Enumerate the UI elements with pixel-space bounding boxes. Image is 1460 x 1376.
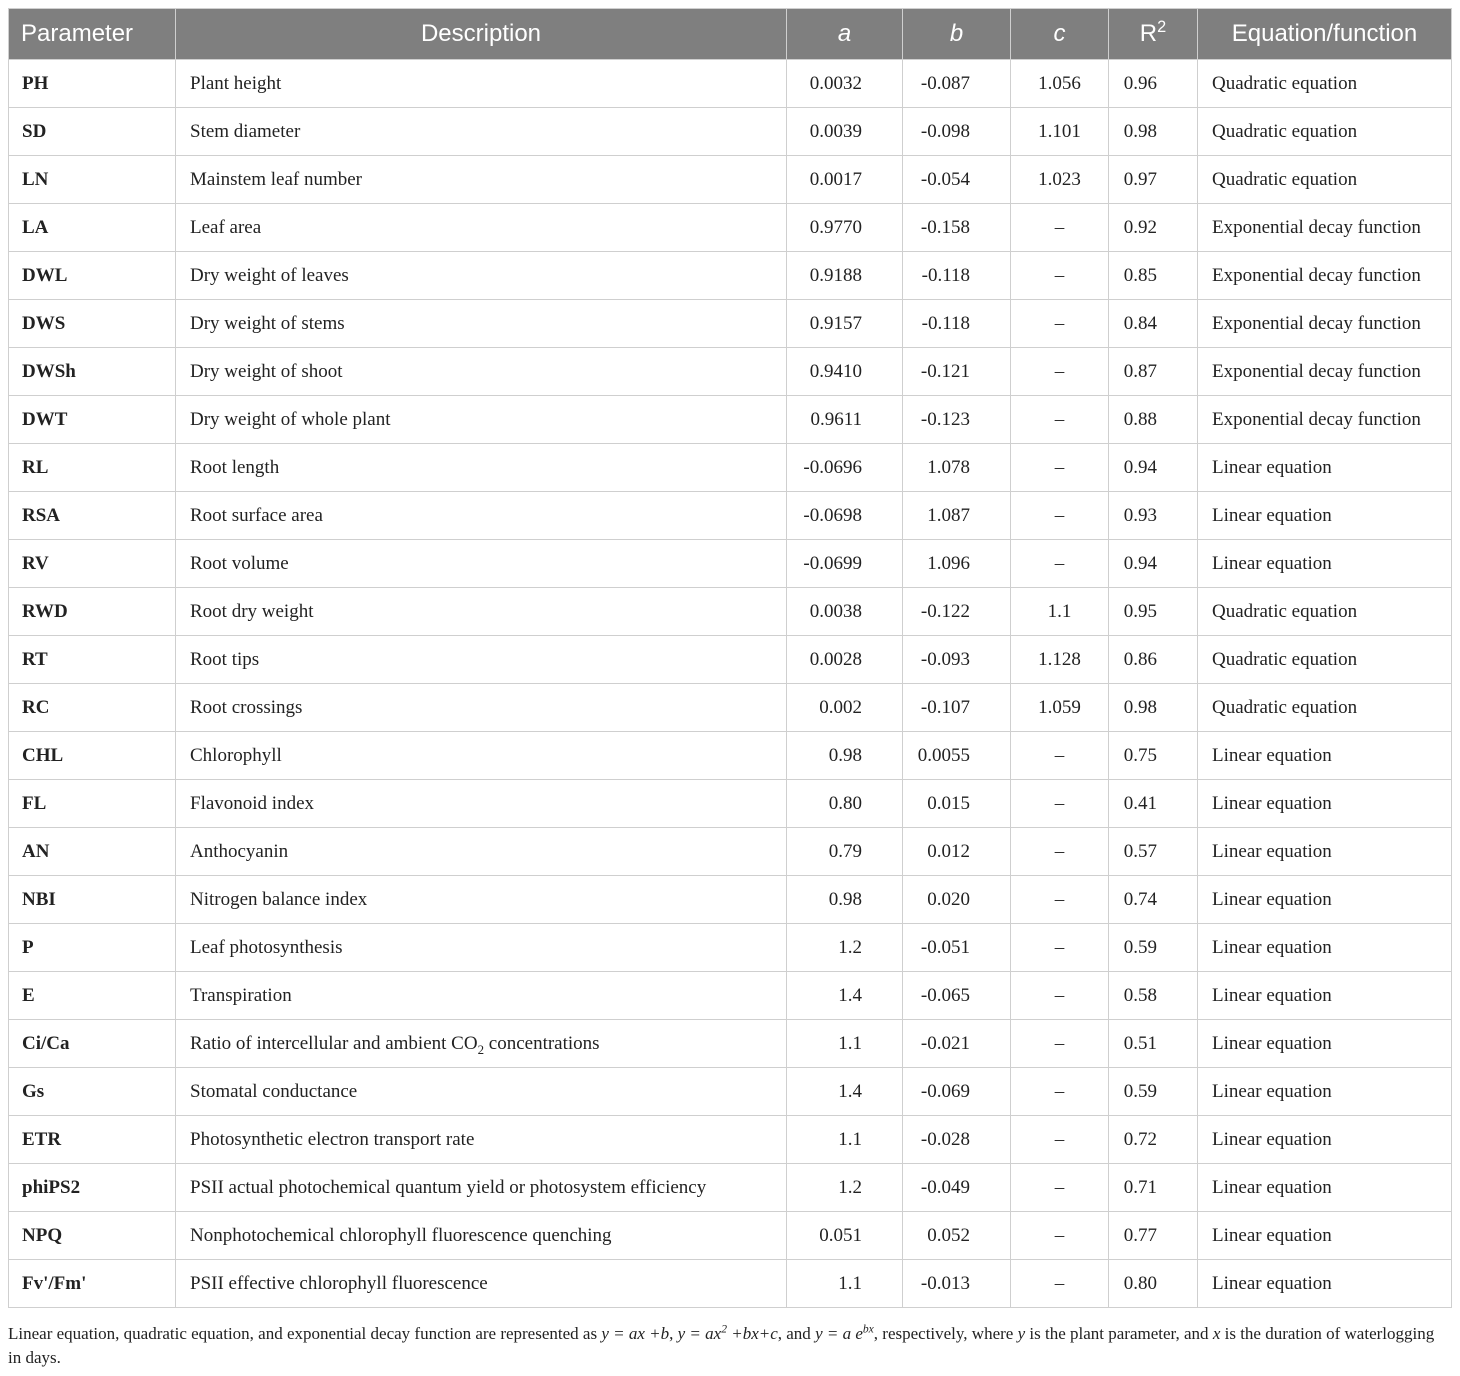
cell-description: Nonphotochemical chlorophyll fluorescence quenching xyxy=(176,1212,787,1260)
cell-c: 1.1 xyxy=(1011,588,1109,636)
cell-r2: 0.87 xyxy=(1109,348,1198,396)
cell-parameter: RSA xyxy=(9,492,176,540)
cell-a: 0.9410 xyxy=(787,348,903,396)
cell-parameter: LN xyxy=(9,156,176,204)
table-row xyxy=(9,924,1452,972)
cell-c: – xyxy=(1011,540,1109,588)
cell-parameter: RWD xyxy=(9,588,176,636)
cell-equation: Linear equation xyxy=(1198,1068,1452,1116)
cell-parameter: DWSh xyxy=(9,348,176,396)
table-row xyxy=(9,60,1452,108)
cell-description: Root dry weight xyxy=(176,588,787,636)
footnote-quadratic-eq-b: +bx+c xyxy=(726,1324,778,1343)
header-equation: Equation/function xyxy=(1198,9,1452,60)
cell-a: 1.4 xyxy=(787,1068,903,1116)
cell-r2: 0.74 xyxy=(1109,876,1198,924)
cell-a: 0.0038 xyxy=(787,588,903,636)
footnote-exp-eq xyxy=(815,1324,874,1343)
table-row xyxy=(9,396,1452,444)
footnote-exp-eq-sup: bx xyxy=(862,1322,874,1336)
cell-r2: 0.57 xyxy=(1109,828,1198,876)
cell-equation: Linear equation xyxy=(1198,780,1452,828)
cell-c: 1.023 xyxy=(1011,156,1109,204)
cell-a: 0.9611 xyxy=(787,396,903,444)
cell-description: Root crossings xyxy=(176,684,787,732)
cell-parameter: DWT xyxy=(9,396,176,444)
cell-c: – xyxy=(1011,1020,1109,1068)
cell-b: -0.049 xyxy=(903,1164,1011,1212)
cell-b: -0.021 xyxy=(903,1020,1011,1068)
cell-b: -0.093 xyxy=(903,636,1011,684)
table-row xyxy=(9,1260,1452,1308)
description-text-end: concentrations xyxy=(484,1032,600,1054)
cell-a: 1.1 xyxy=(787,1260,903,1308)
cell-equation: Linear equation xyxy=(1198,828,1452,876)
cell-r2: 0.72 xyxy=(1109,1116,1198,1164)
header-r2-sup: 2 xyxy=(1157,18,1167,36)
cell-c: – xyxy=(1011,444,1109,492)
table-row xyxy=(9,828,1452,876)
header-description: Description xyxy=(176,9,787,60)
cell-description: Dry weight of leaves xyxy=(176,252,787,300)
cell-r2: 0.98 xyxy=(1109,684,1198,732)
cell-equation: Quadratic equation xyxy=(1198,588,1452,636)
cell-b: 0.020 xyxy=(903,876,1011,924)
cell-description: Root length xyxy=(176,444,787,492)
cell-c: – xyxy=(1011,1068,1109,1116)
cell-r2: 0.97 xyxy=(1109,156,1198,204)
cell-b: -0.069 xyxy=(903,1068,1011,1116)
table-row xyxy=(9,156,1452,204)
header-r2 xyxy=(1109,9,1198,60)
cell-r2: 0.41 xyxy=(1109,780,1198,828)
cell-parameter: DWS xyxy=(9,300,176,348)
cell-b: -0.107 xyxy=(903,684,1011,732)
cell-description: PSII actual photochemical quantum yield or photosystem efficiency xyxy=(176,1164,787,1212)
footnote-exp-eq-a: y = a e xyxy=(815,1324,863,1343)
cell-equation: Quadratic equation xyxy=(1198,636,1452,684)
cell-c: 1.059 xyxy=(1011,684,1109,732)
cell-b: -0.158 xyxy=(903,204,1011,252)
cell-a: 0.79 xyxy=(787,828,903,876)
cell-equation: Exponential decay function xyxy=(1198,204,1452,252)
cell-b: -0.118 xyxy=(903,252,1011,300)
cell-description: Mainstem leaf number xyxy=(176,156,787,204)
cell-equation: Linear equation xyxy=(1198,1116,1452,1164)
cell-a: -0.0696 xyxy=(787,444,903,492)
cell-a: 0.80 xyxy=(787,780,903,828)
table-row xyxy=(9,780,1452,828)
cell-a: 1.2 xyxy=(787,1164,903,1212)
cell-b: 1.078 xyxy=(903,444,1011,492)
cell-description xyxy=(176,1020,787,1068)
cell-description: Stem diameter xyxy=(176,108,787,156)
table-row xyxy=(9,684,1452,732)
cell-description: Dry weight of shoot xyxy=(176,348,787,396)
table-row xyxy=(9,492,1452,540)
footnote-text-2: , xyxy=(669,1324,678,1343)
cell-b: -0.121 xyxy=(903,348,1011,396)
cell-equation: Quadratic equation xyxy=(1198,684,1452,732)
table-row xyxy=(9,636,1452,684)
cell-a: 0.98 xyxy=(787,876,903,924)
cell-a: 0.051 xyxy=(787,1212,903,1260)
cell-a: 0.002 xyxy=(787,684,903,732)
cell-equation: Linear equation xyxy=(1198,1020,1452,1068)
cell-r2: 0.85 xyxy=(1109,252,1198,300)
cell-b: -0.118 xyxy=(903,300,1011,348)
cell-parameter: DWL xyxy=(9,252,176,300)
table-row xyxy=(9,540,1452,588)
cell-equation: Linear equation xyxy=(1198,444,1452,492)
footnote-quadratic-eq-sup: 2 xyxy=(721,1322,727,1336)
footnote-y: y xyxy=(1017,1324,1026,1343)
cell-r2: 0.95 xyxy=(1109,588,1198,636)
header-a: a xyxy=(787,9,903,60)
cell-r2: 0.84 xyxy=(1109,300,1198,348)
cell-description: Dry weight of whole plant xyxy=(176,396,787,444)
description-text: Ratio of intercellular and ambient CO xyxy=(190,1032,478,1054)
cell-b: -0.054 xyxy=(903,156,1011,204)
cell-b: -0.087 xyxy=(903,60,1011,108)
footnote-linear-eq: y = ax +b xyxy=(601,1324,670,1343)
header-parameter: Parameter xyxy=(9,9,176,60)
table-container xyxy=(8,8,1451,1308)
header-b: b xyxy=(903,9,1011,60)
cell-a: 1.1 xyxy=(787,1116,903,1164)
footnote-x: x xyxy=(1212,1324,1221,1343)
cell-parameter: RT xyxy=(9,636,176,684)
cell-parameter: AN xyxy=(9,828,176,876)
cell-equation: Quadratic equation xyxy=(1198,108,1452,156)
cell-b: 0.052 xyxy=(903,1212,1011,1260)
cell-r2: 0.59 xyxy=(1109,1068,1198,1116)
cell-c: – xyxy=(1011,1164,1109,1212)
cell-c: – xyxy=(1011,204,1109,252)
cell-description: Root volume xyxy=(176,540,787,588)
cell-r2: 0.96 xyxy=(1109,60,1198,108)
cell-description: Stomatal conductance xyxy=(176,1068,787,1116)
cell-r2: 0.98 xyxy=(1109,108,1198,156)
cell-b: 1.087 xyxy=(903,492,1011,540)
cell-a: -0.0698 xyxy=(787,492,903,540)
cell-b: -0.098 xyxy=(903,108,1011,156)
cell-r2: 0.59 xyxy=(1109,924,1198,972)
cell-parameter: E xyxy=(9,972,176,1020)
cell-c: – xyxy=(1011,396,1109,444)
table-row xyxy=(9,444,1452,492)
cell-c: 1.101 xyxy=(1011,108,1109,156)
cell-description: Root tips xyxy=(176,636,787,684)
description-subscript: 2 xyxy=(477,1041,485,1057)
cell-description: Transpiration xyxy=(176,972,787,1020)
cell-equation: Linear equation xyxy=(1198,492,1452,540)
cell-r2: 0.77 xyxy=(1109,1212,1198,1260)
cell-b: 1.096 xyxy=(903,540,1011,588)
cell-c: 1.056 xyxy=(1011,60,1109,108)
cell-equation: Linear equation xyxy=(1198,732,1452,780)
cell-b: -0.122 xyxy=(903,588,1011,636)
cell-description: Nitrogen balance index xyxy=(176,876,787,924)
table-row xyxy=(9,108,1452,156)
cell-equation: Exponential decay function xyxy=(1198,396,1452,444)
table-row xyxy=(9,972,1452,1020)
cell-r2: 0.51 xyxy=(1109,1020,1198,1068)
table-row xyxy=(9,204,1452,252)
cell-r2: 0.93 xyxy=(1109,492,1198,540)
cell-r2: 0.71 xyxy=(1109,1164,1198,1212)
table-body xyxy=(9,60,1452,1308)
cell-parameter: RV xyxy=(9,540,176,588)
cell-description: Plant height xyxy=(176,60,787,108)
cell-equation: Quadratic equation xyxy=(1198,156,1452,204)
cell-c: – xyxy=(1011,924,1109,972)
table-row xyxy=(9,252,1452,300)
cell-a: 1.1 xyxy=(787,1020,903,1068)
footnote-text-5: is the plant parameter, and xyxy=(1025,1324,1213,1343)
cell-a: 0.9188 xyxy=(787,252,903,300)
cell-a: 0.0032 xyxy=(787,60,903,108)
cell-parameter: Fv'/Fm' xyxy=(9,1260,176,1308)
cell-c: – xyxy=(1011,1260,1109,1308)
cell-equation: Exponential decay function xyxy=(1198,252,1452,300)
cell-c: – xyxy=(1011,1116,1109,1164)
cell-r2: 0.92 xyxy=(1109,204,1198,252)
cell-parameter: Ci/Ca xyxy=(9,1020,176,1068)
cell-equation: Linear equation xyxy=(1198,876,1452,924)
cell-description: Chlorophyll xyxy=(176,732,787,780)
footnote-quadratic-eq-a: y = ax xyxy=(677,1324,722,1343)
cell-r2: 0.94 xyxy=(1109,540,1198,588)
cell-c: – xyxy=(1011,300,1109,348)
footnote-text-4: , respectively, where xyxy=(873,1324,1018,1343)
cell-parameter: RC xyxy=(9,684,176,732)
cell-description: Flavonoid index xyxy=(176,780,787,828)
cell-description: Photosynthetic electron transport rate xyxy=(176,1116,787,1164)
cell-r2: 0.75 xyxy=(1109,732,1198,780)
cell-parameter: phiPS2 xyxy=(9,1164,176,1212)
footnote-text-1: Linear equation, quadratic equation, and exponential decay function are represented as xyxy=(8,1324,602,1343)
header-r2-base: R xyxy=(1139,20,1158,47)
cell-a: 0.98 xyxy=(787,732,903,780)
cell-parameter: NBI xyxy=(9,876,176,924)
cell-b: 0.0055 xyxy=(903,732,1011,780)
cell-parameter: Gs xyxy=(9,1068,176,1116)
cell-parameter: ETR xyxy=(9,1116,176,1164)
table-row xyxy=(9,300,1452,348)
cell-description: Anthocyanin xyxy=(176,828,787,876)
cell-a: 0.9770 xyxy=(787,204,903,252)
footnote-quadratic-eq xyxy=(678,1324,778,1343)
cell-c: – xyxy=(1011,492,1109,540)
cell-c: – xyxy=(1011,780,1109,828)
cell-parameter: FL xyxy=(9,780,176,828)
cell-b: 0.012 xyxy=(903,828,1011,876)
cell-c: – xyxy=(1011,876,1109,924)
cell-parameter: CHL xyxy=(9,732,176,780)
cell-r2: 0.80 xyxy=(1109,1260,1198,1308)
cell-description: Dry weight of stems xyxy=(176,300,787,348)
table-row xyxy=(9,1164,1452,1212)
cell-a: 0.0028 xyxy=(787,636,903,684)
cell-a: 0.9157 xyxy=(787,300,903,348)
cell-r2: 0.58 xyxy=(1109,972,1198,1020)
cell-equation: Exponential decay function xyxy=(1198,300,1452,348)
cell-equation: Linear equation xyxy=(1198,1164,1452,1212)
cell-parameter: RL xyxy=(9,444,176,492)
table-row xyxy=(9,876,1452,924)
cell-description: Root surface area xyxy=(176,492,787,540)
cell-parameter: NPQ xyxy=(9,1212,176,1260)
cell-c: – xyxy=(1011,828,1109,876)
header-c: c xyxy=(1011,9,1109,60)
cell-parameter: SD xyxy=(9,108,176,156)
table-row xyxy=(9,1116,1452,1164)
cell-b: 0.015 xyxy=(903,780,1011,828)
cell-description: Leaf area xyxy=(176,204,787,252)
cell-c: – xyxy=(1011,1212,1109,1260)
cell-a: 1.4 xyxy=(787,972,903,1020)
cell-c: 1.128 xyxy=(1011,636,1109,684)
cell-parameter: P xyxy=(9,924,176,972)
table-row xyxy=(9,1020,1452,1068)
footnote-text-6: is the duration of waterlogging in days. xyxy=(8,1324,1435,1367)
cell-equation: Linear equation xyxy=(1198,540,1452,588)
cell-parameter: LA xyxy=(9,204,176,252)
cell-equation: Linear equation xyxy=(1198,972,1452,1020)
cell-equation: Linear equation xyxy=(1198,1260,1452,1308)
cell-b: -0.051 xyxy=(903,924,1011,972)
footnote-text-3: , and xyxy=(777,1324,816,1343)
cell-equation: Linear equation xyxy=(1198,924,1452,972)
cell-b: -0.028 xyxy=(903,1116,1011,1164)
table-header xyxy=(9,9,1452,60)
table-row xyxy=(9,588,1452,636)
cell-a: 1.2 xyxy=(787,924,903,972)
cell-b: -0.065 xyxy=(903,972,1011,1020)
cell-a: 0.0039 xyxy=(787,108,903,156)
cell-description: PSII effective chlorophyll fluorescence xyxy=(176,1260,787,1308)
table-row xyxy=(9,1212,1452,1260)
table-row xyxy=(9,1068,1452,1116)
cell-equation: Quadratic equation xyxy=(1198,60,1452,108)
header-row xyxy=(9,9,1452,60)
cell-r2: 0.88 xyxy=(1109,396,1198,444)
cell-equation: Linear equation xyxy=(1198,1212,1452,1260)
table-footnote xyxy=(8,1322,1451,1370)
cell-b: -0.013 xyxy=(903,1260,1011,1308)
table-row xyxy=(9,348,1452,396)
cell-c: – xyxy=(1011,732,1109,780)
cell-a: 0.0017 xyxy=(787,156,903,204)
regression-table xyxy=(8,8,1452,1308)
cell-r2: 0.86 xyxy=(1109,636,1198,684)
cell-parameter: PH xyxy=(9,60,176,108)
cell-c: – xyxy=(1011,252,1109,300)
cell-r2: 0.94 xyxy=(1109,444,1198,492)
cell-a: -0.0699 xyxy=(787,540,903,588)
table-row xyxy=(9,732,1452,780)
cell-description: Leaf photosynthesis xyxy=(176,924,787,972)
cell-c: – xyxy=(1011,972,1109,1020)
cell-b: -0.123 xyxy=(903,396,1011,444)
cell-c: – xyxy=(1011,348,1109,396)
cell-equation: Exponential decay function xyxy=(1198,348,1452,396)
